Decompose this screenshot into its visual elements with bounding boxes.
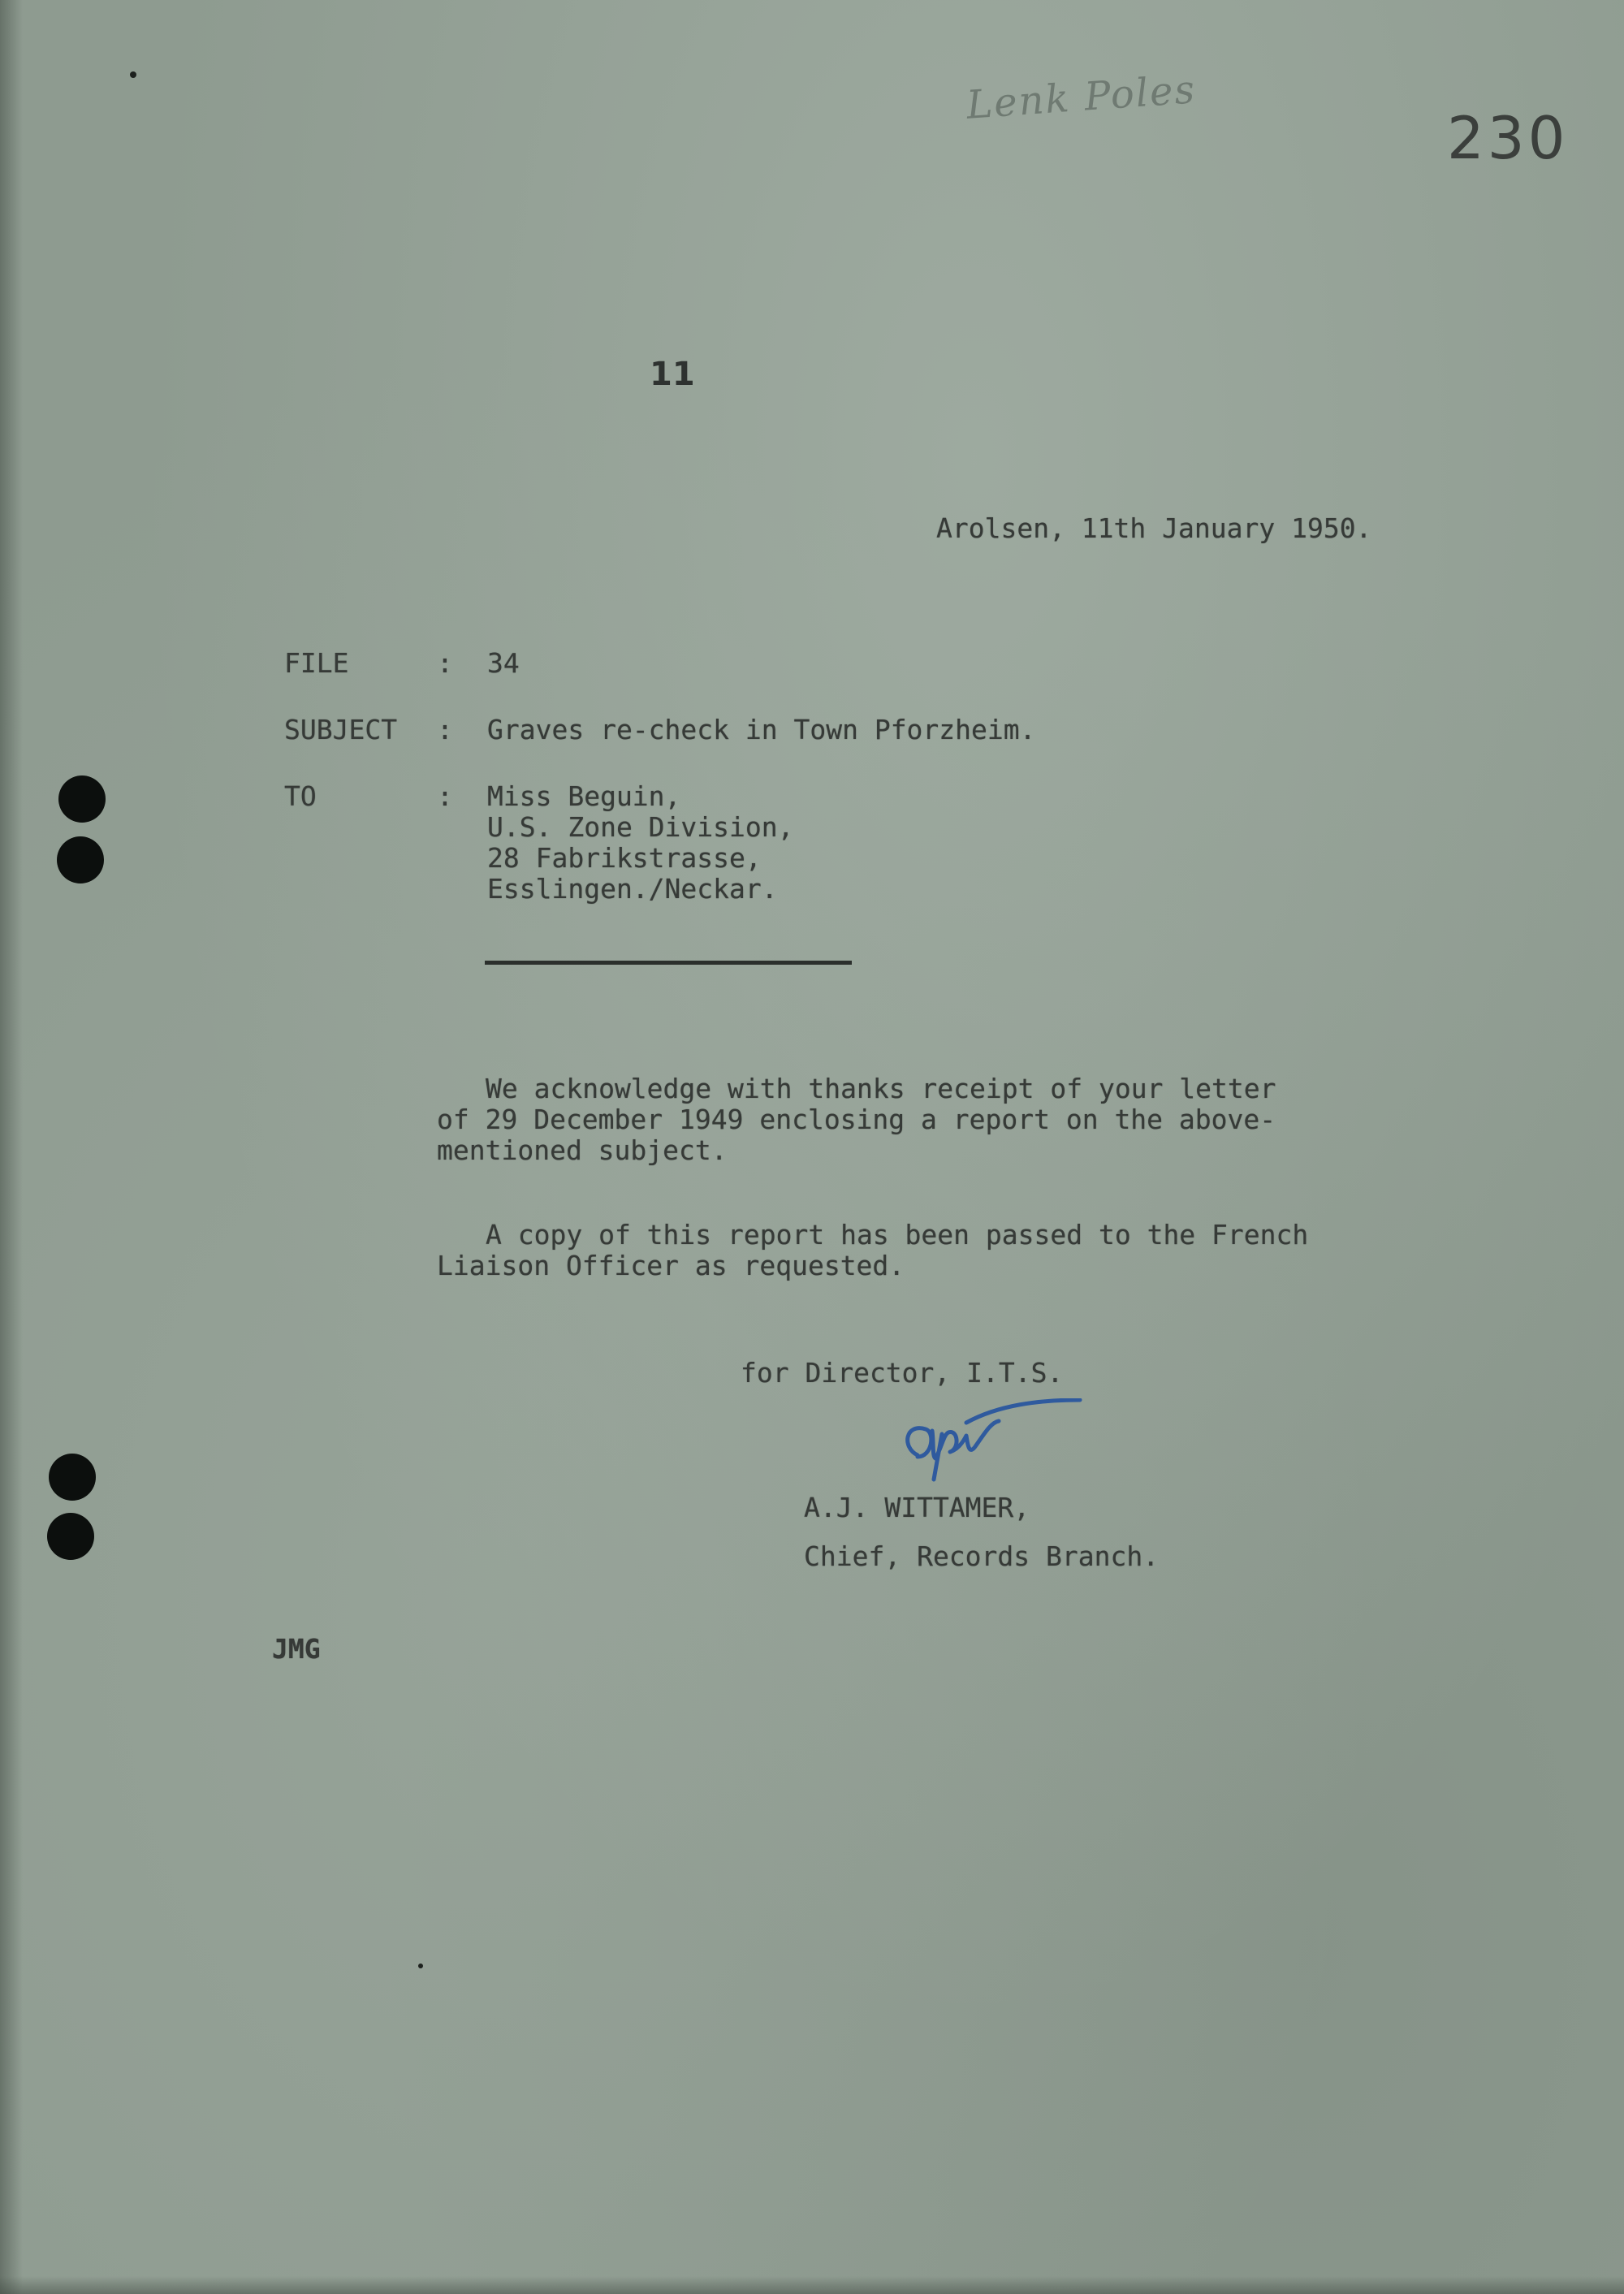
address-line: Esslingen./Neckar. xyxy=(487,873,778,905)
file-separator: : xyxy=(437,647,453,679)
to-label: TO xyxy=(284,780,317,812)
subject-separator: : xyxy=(437,714,453,745)
punch-hole-top-2 xyxy=(57,836,104,883)
recipient-address xyxy=(487,781,794,905)
paper-speck xyxy=(130,71,136,78)
punch-hole-bottom-2 xyxy=(47,1513,94,1560)
pencil-annotation: Lenk Poles xyxy=(965,67,1198,128)
address-line: Miss Beguin, xyxy=(487,780,681,812)
signer-title: Chief, Records Branch. xyxy=(804,1540,1160,1572)
page-number: 11 xyxy=(650,356,695,393)
body-paragraph-1-line: We acknowledge with thanks receipt of your letter xyxy=(486,1073,1276,1104)
signer-name: A.J. WITTAMER, xyxy=(804,1492,1030,1523)
address-line: U.S. Zone Division, xyxy=(487,811,794,843)
archive-stamp-number: 230 xyxy=(1447,104,1569,172)
paper-left-shadow xyxy=(0,0,23,2294)
address-line: 28 Fabrikstrasse, xyxy=(487,842,762,874)
body-paragraph-1-line: mentioned subject. xyxy=(437,1134,728,1166)
paper-bottom-shadow xyxy=(0,2276,1624,2294)
body-paragraph-2-line: Liaison Officer as requested. xyxy=(437,1250,905,1281)
handwritten-signature xyxy=(885,1398,1088,1488)
file-label: FILE xyxy=(284,647,349,679)
punch-hole-top-1 xyxy=(58,775,106,823)
punch-hole-bottom-1 xyxy=(49,1454,96,1501)
letter-date: Arolsen, 11th January 1950. xyxy=(936,512,1372,544)
subject-text: Graves re-check in Town Pforzheim. xyxy=(487,714,1036,745)
body-paragraph-1-line: of 29 December 1949 enclosing a report on the above- xyxy=(437,1104,1276,1135)
for-director-line: for Director, I.T.S. xyxy=(741,1357,1064,1389)
file-number: 34 xyxy=(487,647,520,679)
body-paragraph-2-line: A copy of this report has been passed to the French xyxy=(486,1219,1309,1251)
reference-initials: JMG xyxy=(272,1633,321,1665)
address-underline xyxy=(485,961,852,965)
paper-speck xyxy=(418,1964,423,1968)
to-separator: : xyxy=(437,780,453,812)
subject-label: SUBJECT xyxy=(284,714,398,745)
